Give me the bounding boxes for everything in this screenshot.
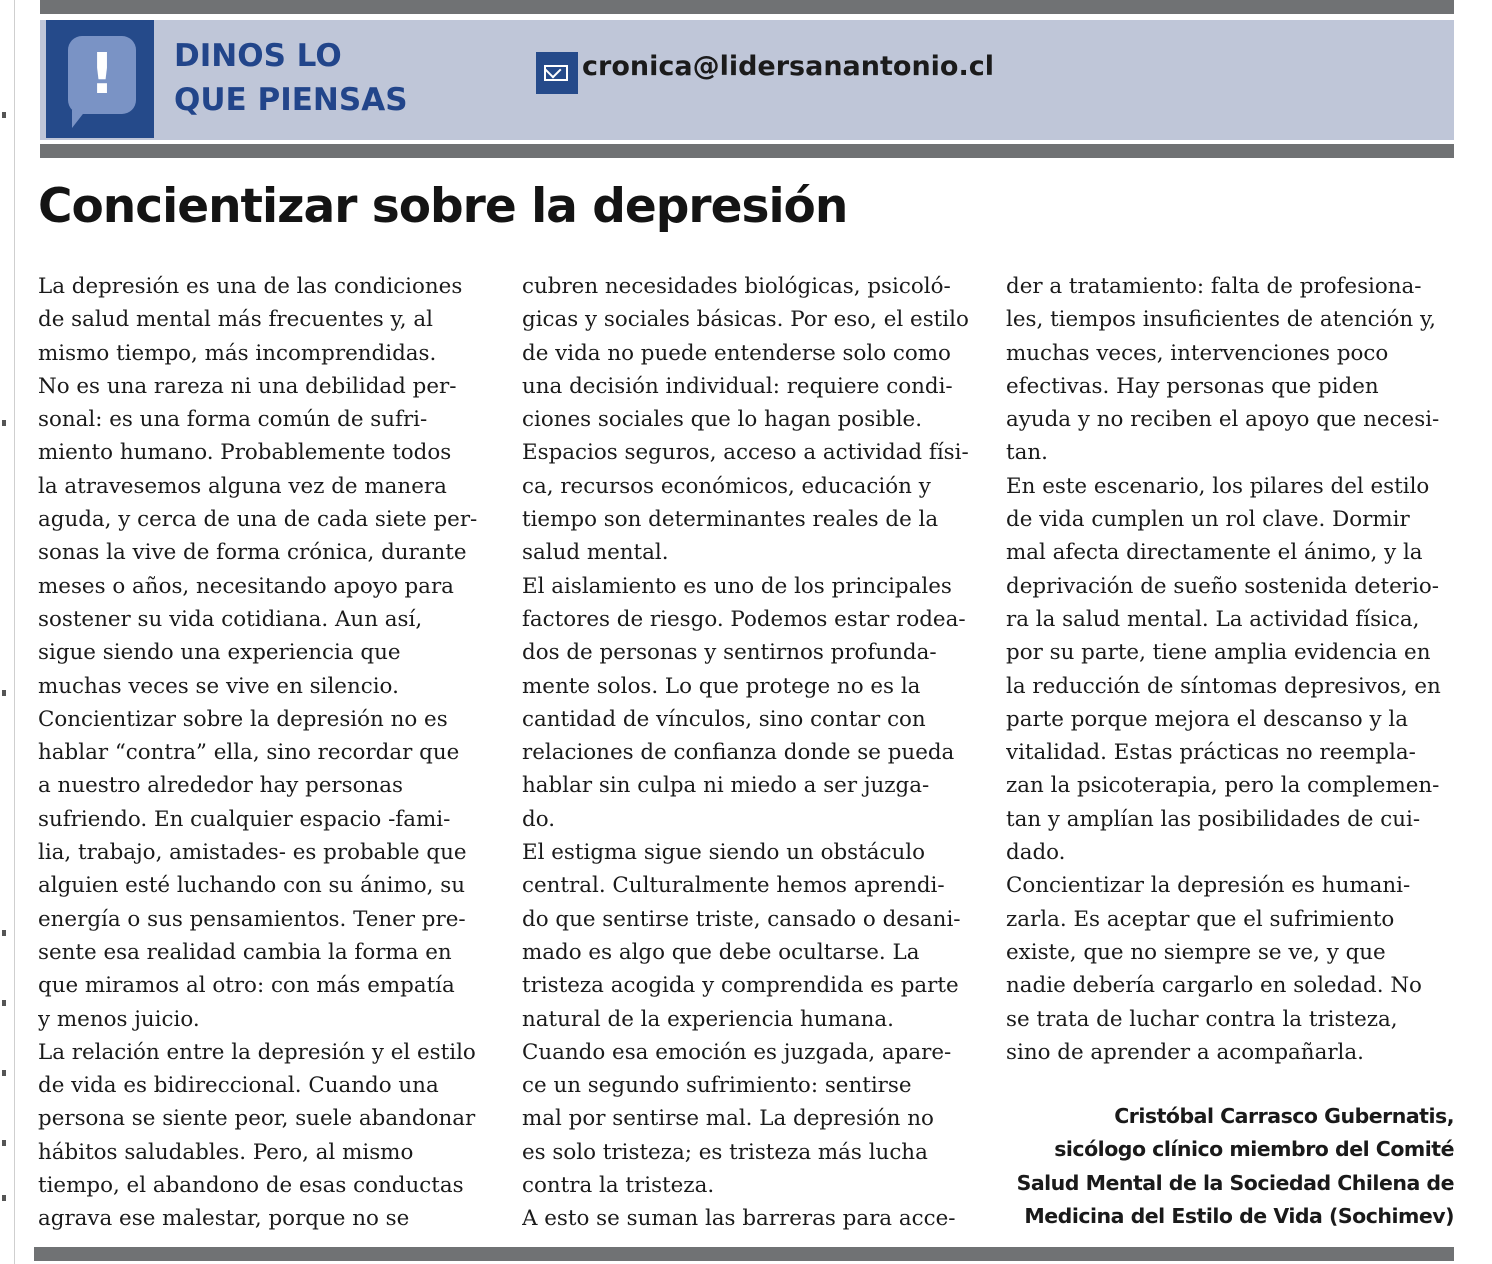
- article-text-line: natural de la experiencia humana.: [522, 1006, 894, 1032]
- article-text-line: No es una rareza ni una debilidad per-: [38, 373, 457, 399]
- article-text-line: existe, que no siempre se ve, y que: [1006, 939, 1386, 965]
- article-text-line: que miramos al otro: con más empatía: [38, 973, 455, 999]
- article-text-line: sigue siendo una experiencia que: [38, 640, 401, 666]
- article-text-line: por su parte, tiene amplia evidencia en: [1006, 640, 1431, 666]
- top-rule: [40, 0, 1454, 14]
- alert-box: [46, 20, 154, 138]
- article-text-line: sino de aprender a acompañarla.: [1006, 1039, 1364, 1065]
- bottom-rule: [34, 1247, 1454, 1261]
- article-column-3: [1006, 270, 1456, 1069]
- article-text-line: la atravesemos alguna vez de manera: [38, 473, 447, 499]
- edge-mark: [2, 1195, 6, 1201]
- article-text-line: de vida es bidireccional. Cuando una: [38, 1073, 439, 1099]
- article-column-1: [38, 270, 500, 1236]
- article-text-line: ayuda y no reciben el apoyo que necesi-: [1006, 407, 1440, 433]
- signature-line: sicólogo clínico miembro del Comité: [1054, 1137, 1454, 1162]
- article-text-line: sente esa realidad cambia la forma en: [38, 939, 452, 965]
- article-text-line: tiempo, el abandono de esas conductas: [38, 1173, 464, 1199]
- article-text-line: sufriendo. En cualquier espacio -fami-: [38, 806, 451, 832]
- article-text-line: tan.: [1006, 440, 1048, 466]
- article-text-line: se trata de luchar contra la tristeza,: [1006, 1006, 1398, 1032]
- article-text-line: vitalidad. Estas prácticas no reempla-: [1006, 740, 1416, 766]
- article-text-line: la reducción de síntomas depresivos, en: [1006, 673, 1441, 699]
- article-text-line: factores de riesgo. Podemos estar rodea-: [522, 606, 966, 632]
- article-text-line: meses o años, necesitando apoyo para: [38, 573, 454, 599]
- article-text-line: sonal: es una forma común de sufri-: [38, 407, 428, 433]
- banner-title-line-1: DINOS LO: [174, 38, 342, 74]
- article-text-line: les, tiempos insuficientes de atención y,: [1006, 307, 1436, 333]
- email-address[interactable]: cronica@lidersanantonio.cl: [582, 51, 994, 82]
- article-text-line: La relación entre la depresión y el estilo: [38, 1039, 476, 1065]
- page-left-edge: [0, 0, 15, 1264]
- article-text-line: parte porque mejora el descanso y la: [1006, 706, 1408, 732]
- edge-mark: [2, 1000, 6, 1006]
- article-text-line: dos de personas y sentirnos profunda-: [522, 640, 937, 666]
- article-text-line: ciones sociales que lo hagan posible.: [522, 407, 922, 433]
- signature-line: Salud Mental de la Sociedad Chilena de: [1016, 1170, 1454, 1195]
- edge-mark: [2, 420, 6, 426]
- speech-bubble-tail: [72, 110, 94, 128]
- article-text-line: alguien esté luchando con su ánimo, su: [38, 873, 465, 899]
- article-text-line: do que sentirse triste, cansado o desani-: [522, 906, 961, 932]
- article-text-line: El estigma sigue siendo un obstáculo: [522, 840, 925, 866]
- article-text-line: der a tratamiento: falta de profesiona-: [1006, 274, 1422, 299]
- article-text-line: El aislamiento es uno de los principales: [522, 573, 952, 599]
- banner-title-line-2: QUE PIENSAS: [174, 82, 408, 118]
- edge-mark: [2, 690, 6, 696]
- article-text-line: miento humano. Probablemente todos: [38, 440, 452, 466]
- edge-mark: [2, 1140, 6, 1146]
- article-text-line: mal por sentirse mal. La depresión no: [522, 1106, 934, 1132]
- article-text-line: hablar sin culpa ni miedo a ser juzga-: [522, 773, 930, 799]
- signature-line: Medicina del Estilo de Vida (Sochimev): [1024, 1203, 1454, 1228]
- article-text-line: do.: [522, 806, 555, 832]
- article-text-line: dado.: [1006, 840, 1066, 866]
- article-text-line: a nuestro alrededor hay personas: [38, 773, 404, 799]
- banner-title: [174, 34, 434, 122]
- article-text-line: relaciones de confianza donde se pueda: [522, 740, 955, 766]
- article-text-line: ce un segundo sufrimiento: sentirse: [522, 1073, 912, 1099]
- article-text-line: lia, trabajo, amistades- es probable que: [38, 840, 467, 866]
- article-text-line: ca, recursos económicos, educación y: [522, 473, 931, 499]
- article-text-line: sostener su vida cotidiana. Aun así,: [38, 606, 423, 632]
- article-text-line: Espacios seguros, acceso a actividad físi-: [522, 440, 969, 466]
- article-text-line: es solo tristeza; es tristeza más lucha: [522, 1139, 928, 1165]
- article-text-line: La depresión es una de las condiciones: [38, 274, 463, 299]
- article-text-line: deprivación de sueño sostenida deterio-: [1006, 573, 1439, 599]
- article-text-line: muchas veces se vive en silencio.: [38, 673, 399, 699]
- article-text-line: Concientizar sobre la depresión no es: [38, 706, 448, 732]
- article-text-line: efectivas. Hay personas que piden: [1006, 373, 1379, 399]
- article-text-line: Concientizar la depresión es humani-: [1006, 873, 1411, 899]
- article-text-line: energía o sus pensamientos. Tener pre-: [38, 906, 466, 932]
- article-text-line: aguda, y cerca de una de cada siete per-: [38, 507, 478, 533]
- edge-mark: [2, 1070, 6, 1076]
- article-text-line: zarla. Es aceptar que el sufrimiento: [1006, 906, 1395, 932]
- article-headline: Concientizar sobre la depresión: [38, 179, 848, 234]
- author-signature: [994, 1100, 1454, 1233]
- banner-bottom-rule: [40, 144, 1454, 158]
- article-column-2: [522, 270, 984, 1236]
- article-text-line: contra la tristeza.: [522, 1173, 715, 1199]
- article-text-line: tan y amplían las posibilidades de cui-: [1006, 806, 1421, 832]
- article-text-line: central. Culturalmente hemos aprendi-: [522, 873, 945, 899]
- contact-email[interactable]: [536, 52, 994, 96]
- article-text-line: muchas veces, intervenciones poco: [1006, 340, 1389, 366]
- article-text-line: hábitos saludables. Pero, al mismo: [38, 1139, 414, 1165]
- article-text-line: salud mental.: [522, 540, 669, 566]
- article-text-line: zan la psicoterapia, pero la complemen-: [1006, 773, 1440, 799]
- mail-icon: [536, 52, 578, 94]
- article-text-line: mal afecta directamente el ánimo, y la: [1006, 540, 1423, 566]
- article-text-line: de salud mental más frecuentes y, al: [38, 307, 433, 333]
- edge-mark: [2, 112, 6, 118]
- article-text-line: En este escenario, los pilares del estilo: [1006, 473, 1430, 499]
- article-text-line: Cuando esa emoción es juzgada, apare-: [522, 1039, 952, 1065]
- article-text-line: tiempo son determinantes reales de la: [522, 507, 939, 533]
- article-text-line: A esto se suman las barreras para acce-: [522, 1206, 956, 1232]
- article-text-line: de vida no puede entenderse solo como: [522, 340, 951, 366]
- article-text-line: hablar “contra” ella, sino recordar que: [38, 740, 460, 766]
- article-text-line: de vida cumplen un rol clave. Dormir: [1006, 507, 1410, 533]
- article-text-line: agrava ese malestar, porque no se: [38, 1206, 410, 1232]
- article-text-line: y menos juicio.: [38, 1006, 200, 1032]
- article-text-line: sonas la vive de forma crónica, durante: [38, 540, 467, 566]
- article-text-line: ra la salud mental. La actividad física,: [1006, 606, 1420, 632]
- article-text-line: una decisión individual: requiere condi-: [522, 373, 953, 399]
- article-text-line: mado es algo que debe ocultarse. La: [522, 939, 920, 965]
- article-text-line: tristeza acogida y comprendida es parte: [522, 973, 959, 999]
- edge-mark: [2, 930, 6, 936]
- feedback-banner: [40, 20, 1454, 140]
- exclamation-icon: !: [68, 36, 136, 114]
- article-text-line: persona se siente peor, suele abandonar: [38, 1106, 476, 1132]
- article-text-line: mente solos. Lo que protege no es la: [522, 673, 921, 699]
- article-text-line: cubren necesidades biológicas, psicoló-: [522, 274, 951, 299]
- signature-line: Cristóbal Carrasco Gubernatis,: [1114, 1104, 1454, 1128]
- article-text-line: gicas y sociales básicas. Por eso, el estilo: [522, 307, 969, 333]
- article-text-line: mismo tiempo, más incomprendidas.: [38, 340, 437, 366]
- article-text-line: nadie debería cargarlo en soledad. No: [1006, 973, 1422, 999]
- article-text-line: cantidad de vínculos, sino contar con: [522, 706, 926, 732]
